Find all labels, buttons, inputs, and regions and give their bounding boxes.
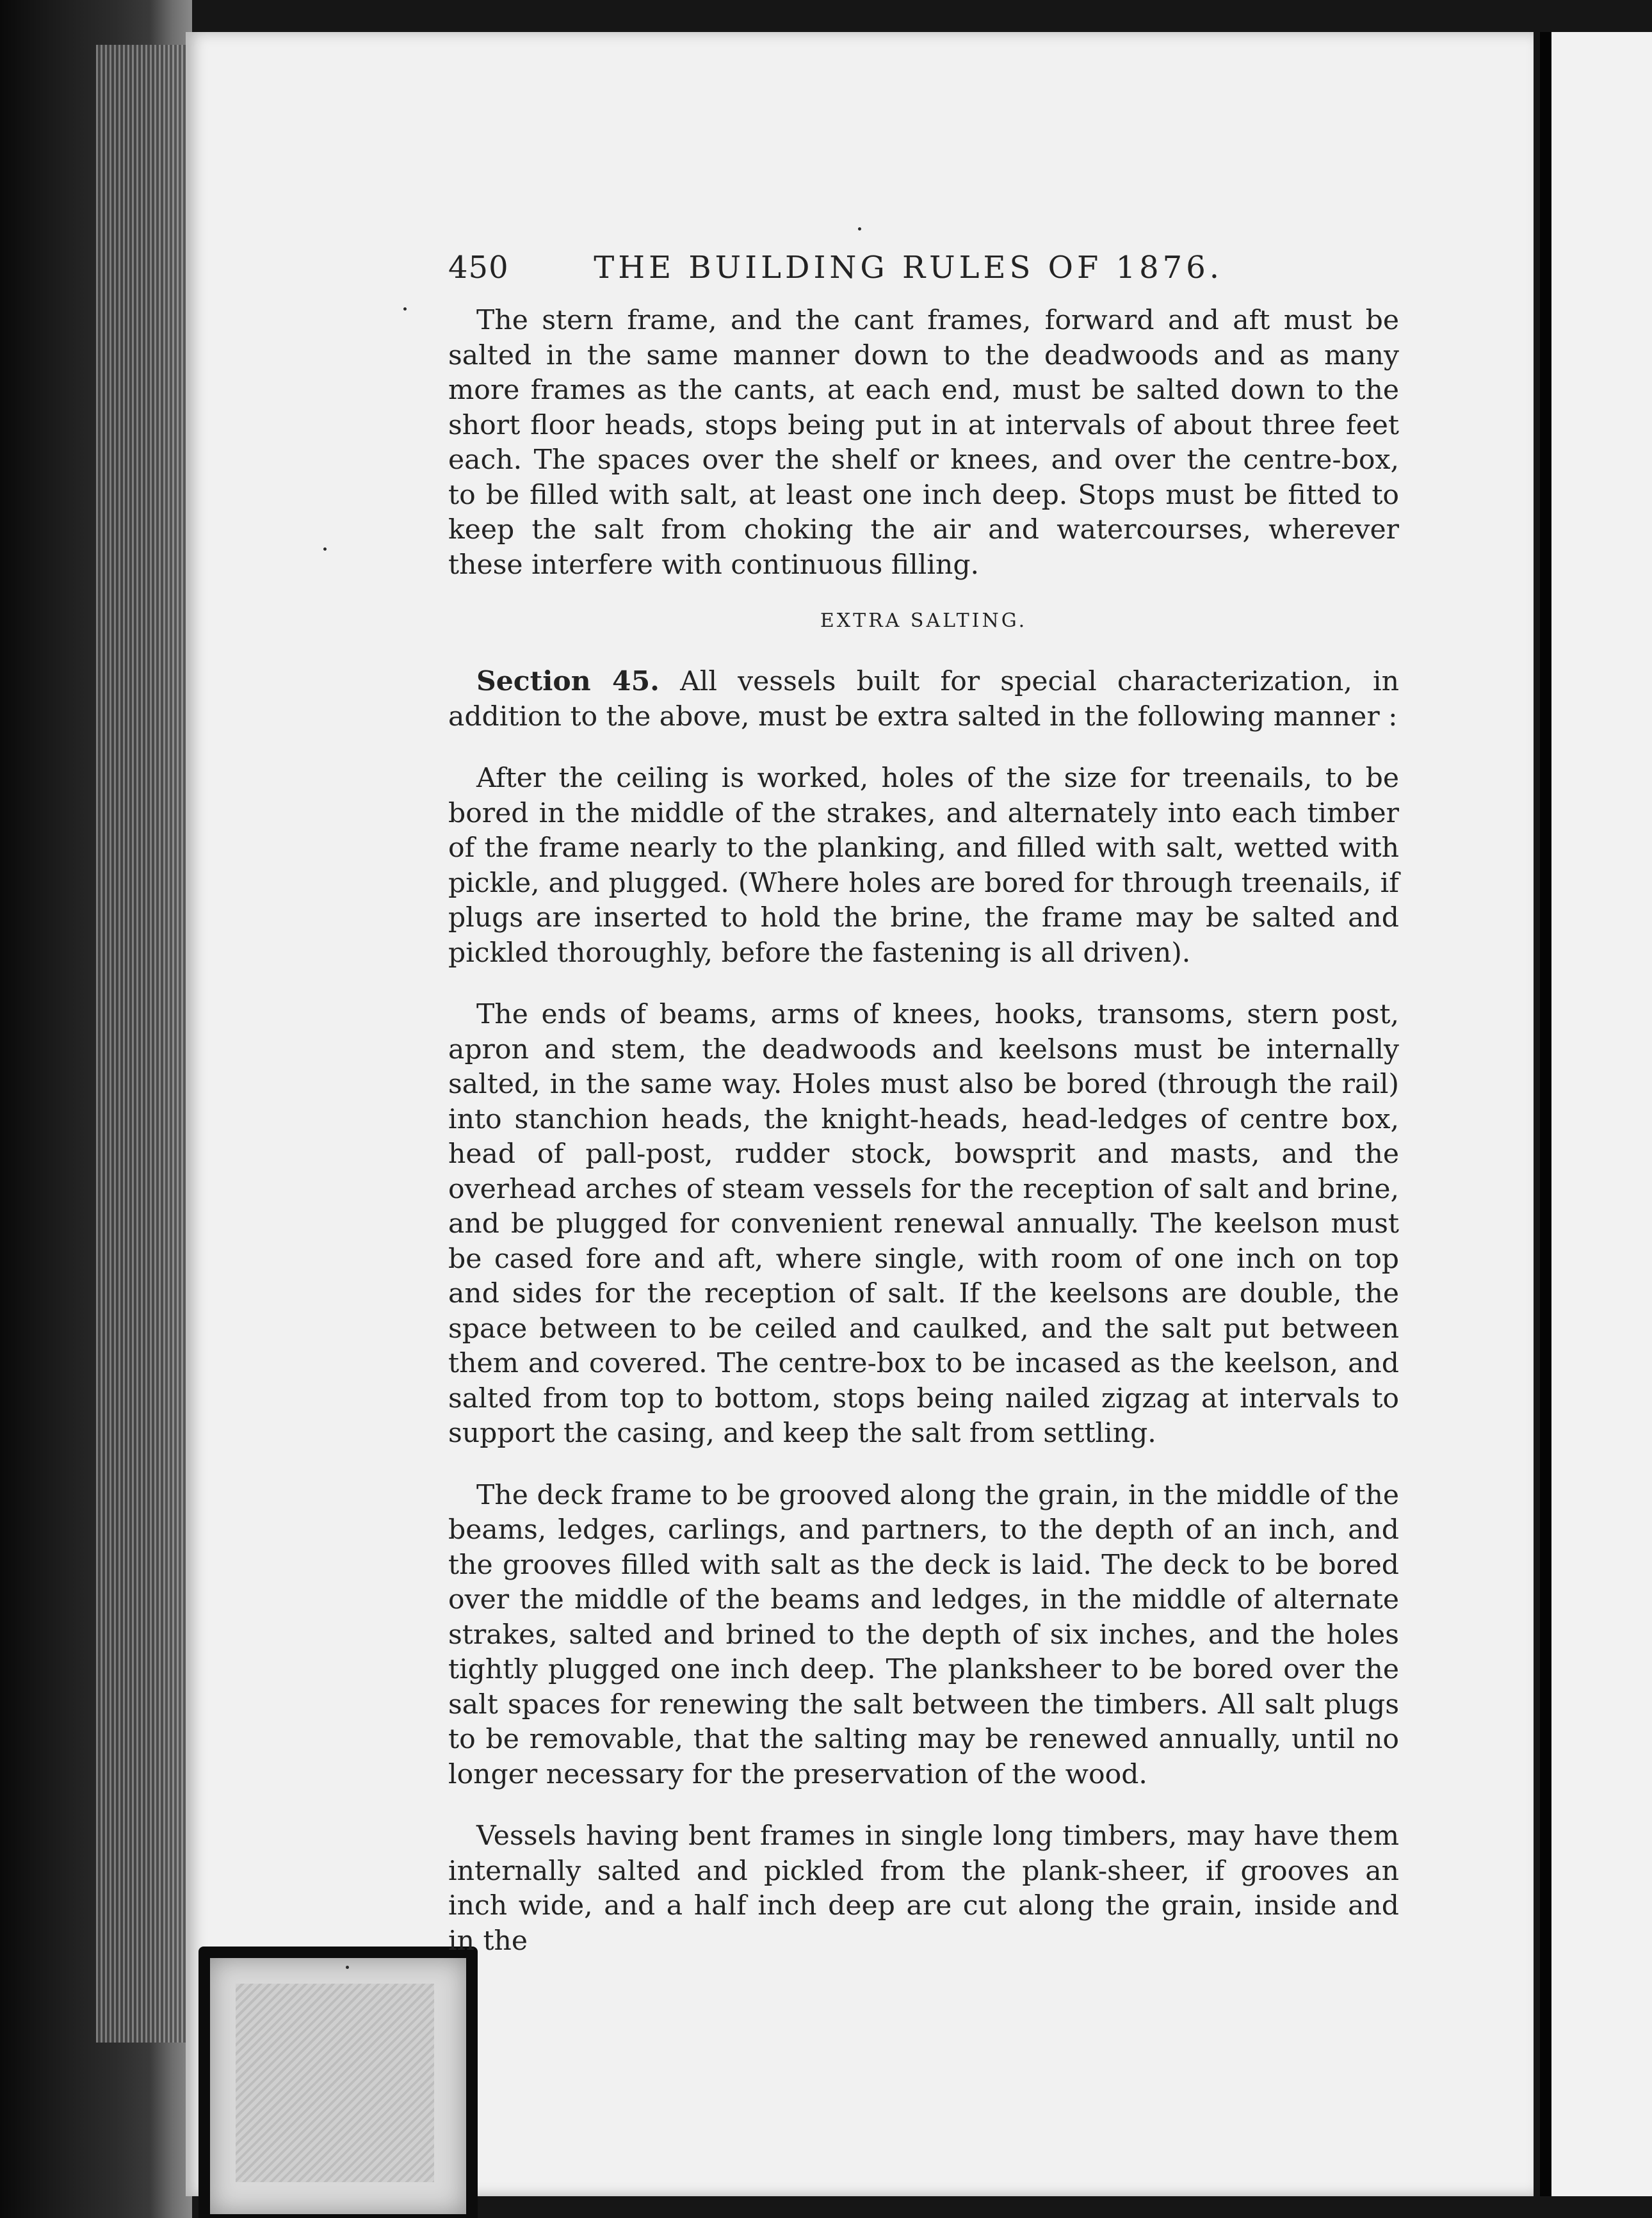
section-45-text: All vessels built for special characterization, in addition to the above, must be extra salted in the following manner :: [448, 666, 1399, 733]
paragraph-ceiling: After the ceiling is worked, holes of the size for treenails, to be bored in the middle of the strakes, and alternately into each timber of the frame nearly to the planking, and filled with salt, wetted with pickle, and plugged. (Where holes are bored for through treenails, if plugs are inserted to hold the brine, the frame may be salted and pickled thoroughly, before the fastening is all driven).: [448, 763, 1399, 969]
section-label: Section 45.: [476, 665, 660, 697]
paragraph-beams: The ends of beams, arms of knees, hooks, transoms, stern post, apron and stem, the deadwoods and keelsons must be internally salted, in the same way. Holes must also be bored (through the rail) into stanchion heads, the knight-heads, head-ledges of centre box, head of pall-post, rudder stock, bowsprit and masts, and the overhead arches of steam vessels for the reception of salt and brine, and be plugged for convenient renewal annually. The keelson must be cased fore and aft, where single, with room of one inch on top and sides for the reception of salt. If the keelsons are double, the space between to be ceiled and caulked, and the salt put between them and covered. The centre-box to be incased as the keelson, and salted from top to bottom, stops being nailed zigzag at intervals to support the casing, and keep the salt from settling.: [448, 999, 1399, 1449]
microfilm-tab: [198, 1947, 478, 2218]
page-number: 450: [448, 250, 509, 286]
paragraph-stern-frame: The stern frame, and the cant frames, forward and aft must be salted in the same manner down to the deadwoods and as many more frames as the cants, at each end, must be salted down to the short floor heads, stops being put in at intervals of about three feet each. The spaces over the shelf or knees, and over the centre-box, to be filled with salt, at least one inch deep. Stops must be fitted to keep the salt from choking the air and watercourses, wherever these interfere with continuous filling.: [448, 305, 1399, 581]
paragraph-section-45: [448, 664, 1399, 734]
ink-speck: [346, 1966, 349, 1969]
running-title: THE BUILDING RULES OF 1876.: [594, 250, 1223, 286]
ink-speck: [323, 547, 327, 551]
facing-page-edge: [1540, 32, 1652, 2196]
paragraph-deck-frame: The deck frame to be grooved along the grain, in the middle of the beams, ledges, carlings, and partners, to the depth of an inch, and the grooves filled with salt as the deck is laid. The deck to be bored over the middle of the beams and ledges, in the middle of alternate strakes, salted and brined to the depth of six inches, and the holes tightly plugged one inch deep. The planksheer to be bored over the salt spaces for renewing the salt between the timbers. All salt plugs to be removable, that the salting may be renewed annually, until no longer necessary for the preservation of the wood.: [448, 1479, 1399, 1790]
ink-speck: [403, 307, 407, 311]
running-head: [448, 250, 1223, 286]
paragraph-bent-frames: Vessels having bent frames in single long timbers, may have them internally salted and pickled from the plank-sheer, if grooves an inch wide, and a half inch deep are cut along the grain, inside and in the: [448, 1820, 1399, 1957]
page-edges: [96, 45, 192, 2043]
page-text: [448, 250, 1399, 1986]
microfilm-tab-inner: [236, 1984, 434, 2182]
section-heading: EXTRA SALTING.: [820, 610, 1028, 632]
ink-speck: [858, 227, 861, 231]
